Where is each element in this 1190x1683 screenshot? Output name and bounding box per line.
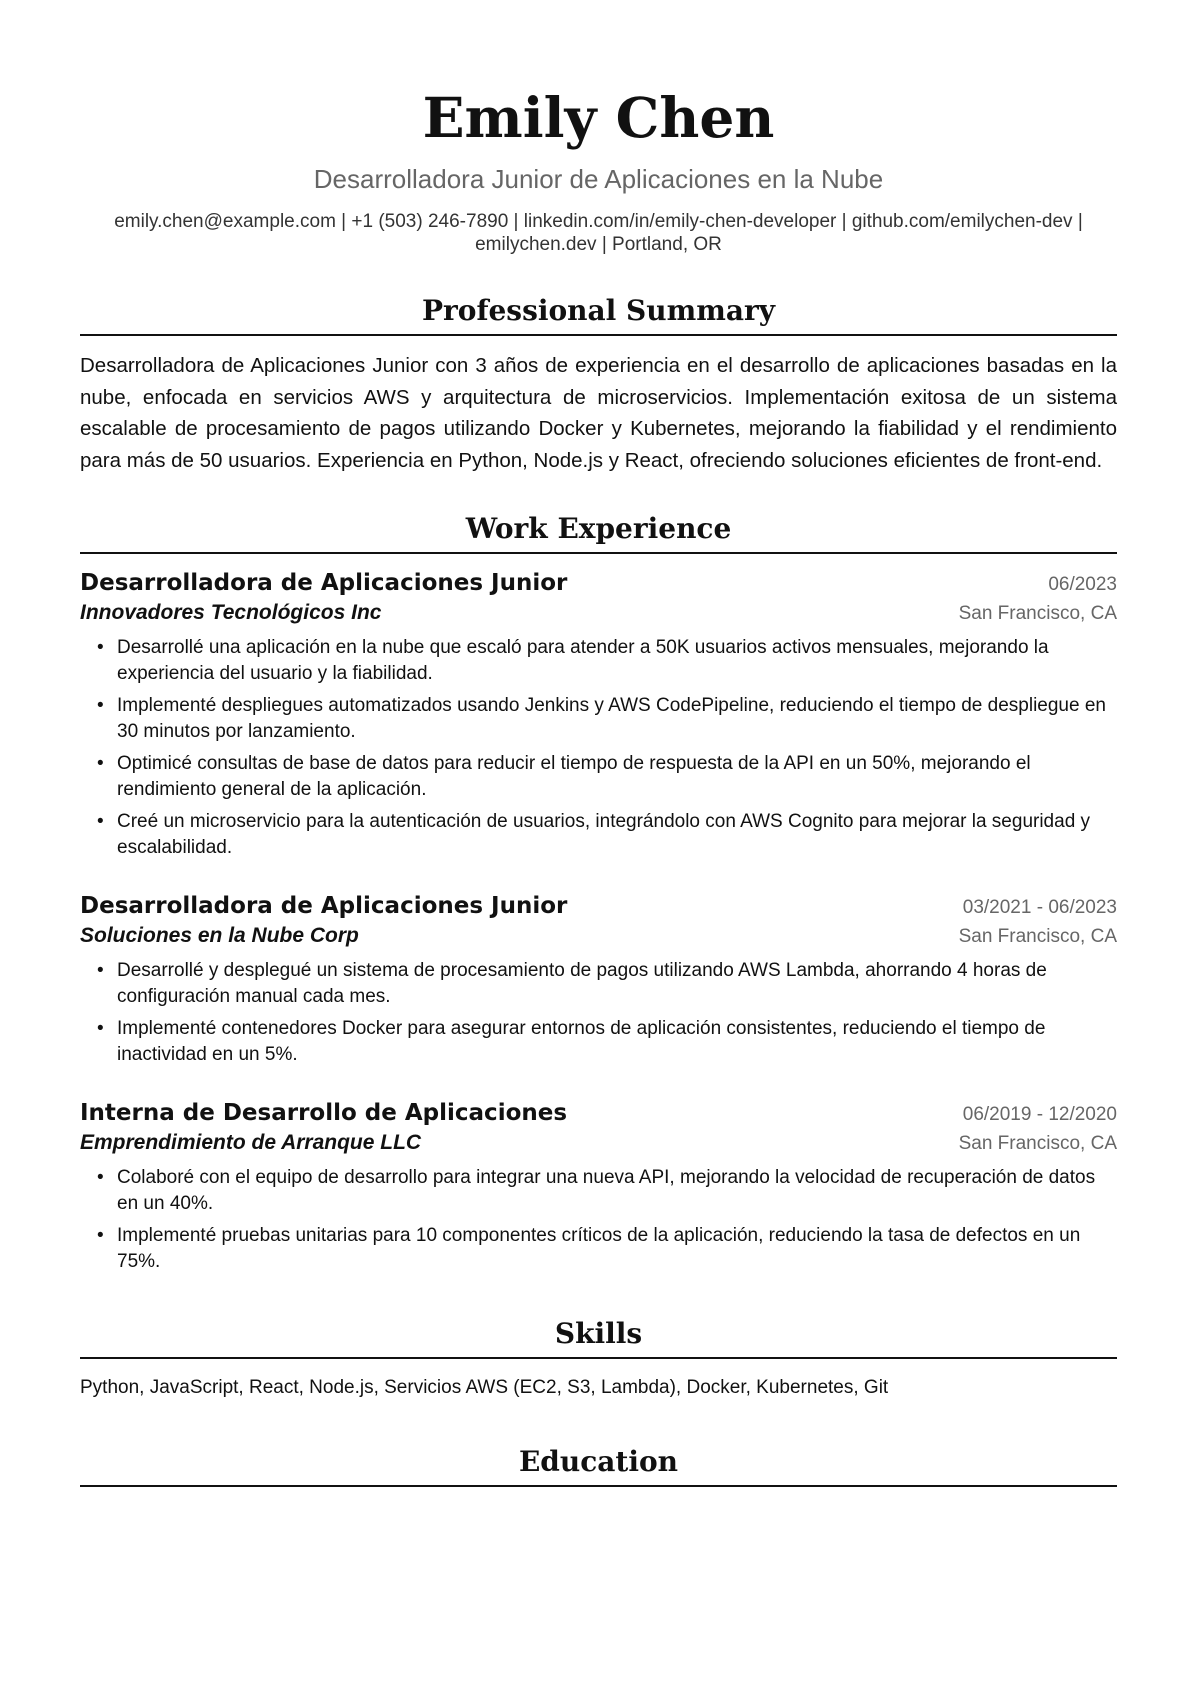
job-title: Desarrolladora de Aplicaciones Junior xyxy=(80,893,568,919)
experience-section xyxy=(80,512,1117,1275)
job-company: Emprendimiento de Arranque LLC xyxy=(80,1131,422,1154)
bullet-icon: • xyxy=(97,637,104,658)
job-bullet-text: Desarrollé una aplicación en la nube que escaló para atender a 50K usuarios activos mensuales, mejorando la experiencia del usuario y la fiabilidad. xyxy=(117,637,1049,684)
job-bullet-text: Colaboré con el equipo de desarrollo para integrar una nueva API, mejorando la velocidad de recuperación de datos en un 40%. xyxy=(117,1167,1096,1214)
job-bullet xyxy=(80,1016,1117,1068)
job-location: San Francisco, CA xyxy=(958,603,1117,624)
job-bullet xyxy=(80,751,1117,803)
job-title-row xyxy=(80,891,1117,921)
job-location: San Francisco, CA xyxy=(958,926,1117,947)
summary-text: Desarrolladora de Aplicaciones Junior con 3 años de experiencia en el desarrollo de aplicaciones basadas en la nube, enfocada en servicios AWS y arquitectura de microservicios. Implementación exitosa de un sistema escalable de procesamiento de pagos utilizando Docker y Kubernetes, mejorando la fiabilidad y el rendimiento para más de 50 usuarios. Experiencia en Python, Node.js y React, ofreciendo soluciones eficientes de front-end. xyxy=(80,354,1117,472)
job-company-row xyxy=(80,598,1117,628)
job-bullet-text: Desarrollé y desplegué un sistema de procesamiento de pagos utilizando AWS Lambda, ahorrando 4 horas de configuración manual cada mes. xyxy=(117,960,1047,1007)
job-entry xyxy=(80,568,1117,861)
job-bullet-text: Implementé contenedores Docker para asegurar entornos de aplicación consistentes, reduciendo el tiempo de inactividad en un 5%. xyxy=(117,1018,1046,1065)
candidate-title: Desarrolladora Junior de Aplicaciones en la Nube xyxy=(313,164,884,194)
job-bullets xyxy=(80,635,1117,861)
summary-heading: Professional Summary xyxy=(80,294,1117,336)
job-bullet-text: Implementé pruebas unitarias para 10 componentes críticos de la aplicación, reduciendo la tasa de defectos en un 75%. xyxy=(117,1225,1081,1272)
experience-heading: Work Experience xyxy=(80,512,1117,554)
job-bullet xyxy=(80,1223,1117,1275)
skills-heading: Skills xyxy=(80,1317,1117,1359)
job-date: 03/2021 - 06/2023 xyxy=(962,897,1117,918)
bullet-icon: • xyxy=(97,811,104,832)
job-title: Interna de Desarrollo de Aplicaciones xyxy=(80,1100,568,1126)
job-title-row xyxy=(80,568,1117,598)
job-entry xyxy=(80,1098,1117,1275)
job-company: Innovadores Tecnológicos Inc xyxy=(80,601,382,624)
contact-info xyxy=(80,210,1117,256)
education-section xyxy=(80,1445,1117,1487)
job-bullet xyxy=(80,1165,1117,1217)
summary-section xyxy=(80,294,1117,476)
bullet-icon: • xyxy=(97,1167,104,1188)
job-title-row xyxy=(80,1098,1117,1128)
bullet-icon: • xyxy=(97,695,104,716)
job-bullets xyxy=(80,1165,1117,1275)
resume-header xyxy=(80,86,1117,256)
job-company-row xyxy=(80,921,1117,951)
job-bullet-text: Implementé despliegues automatizados usando Jenkins y AWS CodePipeline, reduciendo el tiempo de despliegue en 30 minutos por lanzamiento. xyxy=(117,695,1106,742)
skills-text: Python, JavaScript, React, Node.js, Servicios AWS (EC2, S3, Lambda), Docker, Kubernetes, Git xyxy=(80,1377,889,1398)
candidate-name: Emily Chen xyxy=(422,85,775,150)
job-bullet xyxy=(80,958,1117,1010)
bullet-icon: • xyxy=(97,960,104,981)
bullet-icon: • xyxy=(97,1018,104,1039)
bullet-icon: • xyxy=(97,753,104,774)
job-bullet-text: Creé un microservicio para la autenticación de usuarios, integrándolo con AWS Cognito para mejorar la seguridad y escalabilidad. xyxy=(117,811,1091,858)
bullet-icon: • xyxy=(97,1225,104,1246)
job-bullets xyxy=(80,958,1117,1068)
job-bullet xyxy=(80,635,1117,687)
job-entry xyxy=(80,891,1117,1068)
job-bullet xyxy=(80,809,1117,861)
job-location: San Francisco, CA xyxy=(958,1133,1117,1154)
job-company-row xyxy=(80,1128,1117,1158)
job-company: Soluciones en la Nube Corp xyxy=(80,924,359,947)
resume-page xyxy=(80,0,1117,1487)
education-heading: Education xyxy=(80,1445,1117,1487)
contact-line-2: emilychen.dev | Portland, OR xyxy=(475,234,722,255)
job-date: 06/2023 xyxy=(1048,574,1117,595)
job-bullet-text: Optimicé consultas de base de datos para reducir el tiempo de respuesta de la API en un 50%, mejorando el rendimiento general de la aplicación. xyxy=(117,753,1031,800)
job-title: Desarrolladora de Aplicaciones Junior xyxy=(80,570,568,596)
contact-line-1: emily.chen@example.com | +1 (503) 246-7890 | linkedin.com/in/emily-chen-developer | github.com/emilychen-dev | xyxy=(114,211,1083,232)
skills-section xyxy=(80,1317,1117,1401)
job-bullet xyxy=(80,693,1117,745)
job-date: 06/2019 - 12/2020 xyxy=(962,1104,1117,1125)
